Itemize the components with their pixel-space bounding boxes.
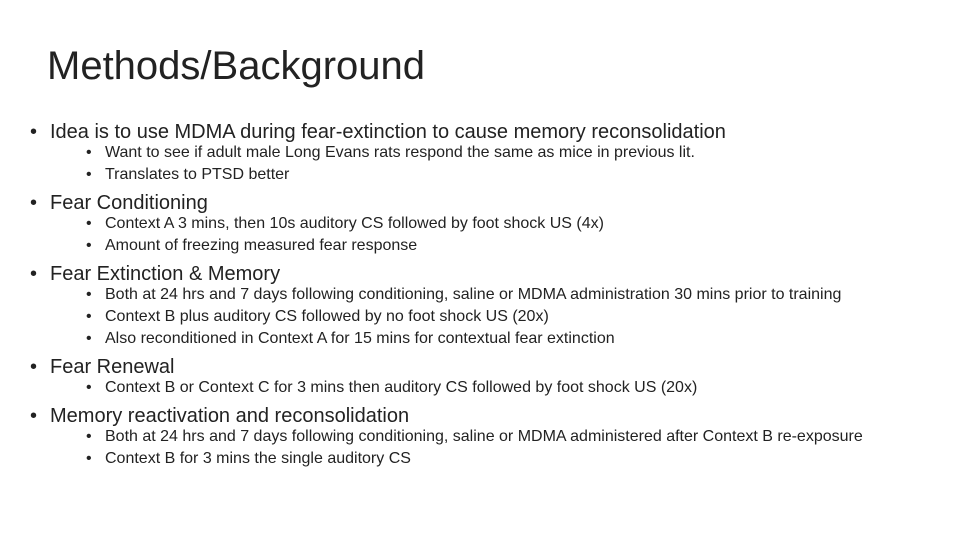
- bullet-item: [30, 355, 910, 396]
- sub-bullet-text: Also reconditioned in Context A for 15 mins for contextual fear extinction: [105, 330, 615, 347]
- sub-bullet-item: [86, 428, 910, 445]
- sub-bullet-dot-icon: •: [86, 215, 92, 232]
- bullet-item: [30, 262, 910, 347]
- sub-bullet-dot-icon: •: [86, 308, 92, 325]
- bullet-text: Idea is to use MDMA during fear-extinction to cause memory reconsolidation: [50, 121, 726, 143]
- sub-bullet-text: Translates to PTSD better: [105, 166, 290, 183]
- bullet-dot-icon: •: [30, 263, 38, 285]
- sub-bullet-dot-icon: •: [86, 166, 92, 183]
- sub-bullet-list: [50, 286, 910, 347]
- sub-bullet-dot-icon: •: [86, 237, 92, 254]
- bullet-item: [30, 191, 910, 254]
- slide-title: Methods/Background: [47, 44, 426, 88]
- sub-bullet-item: [86, 166, 910, 183]
- sub-bullet-text: Context A 3 mins, then 10s auditory CS followed by foot shock US (4x): [105, 215, 604, 232]
- sub-bullet-text: Want to see if adult male Long Evans rats respond the same as mice in previous lit.: [105, 144, 695, 161]
- slide-content: [30, 120, 910, 475]
- sub-bullet-item: [86, 237, 910, 254]
- sub-bullet-item: [86, 144, 910, 161]
- sub-bullet-dot-icon: •: [86, 379, 92, 396]
- sub-bullet-item: [86, 379, 910, 396]
- bullet-text: Memory reactivation and reconsolidation: [50, 405, 410, 427]
- sub-bullet-item: [86, 308, 910, 325]
- sub-bullet-dot-icon: •: [86, 286, 92, 303]
- sub-bullet-dot-icon: •: [86, 428, 92, 445]
- sub-bullet-dot-icon: •: [86, 144, 92, 161]
- sub-bullet-text: Context B plus auditory CS followed by no foot shock US (20x): [105, 308, 549, 325]
- sub-bullet-text: Both at 24 hrs and 7 days following conditioning, saline or MDMA administration 30 mins prior to training: [105, 286, 842, 303]
- sub-bullet-text: Amount of freezing measured fear response: [105, 237, 418, 254]
- sub-bullet-item: [86, 286, 910, 303]
- bullet-text: Fear Conditioning: [50, 192, 208, 214]
- bullet-text: Fear Extinction & Memory: [50, 263, 281, 285]
- bullet-item: [30, 404, 910, 467]
- sub-bullet-list: [50, 215, 910, 254]
- bullet-dot-icon: •: [30, 192, 38, 214]
- bullet-dot-icon: •: [30, 405, 38, 427]
- sub-bullet-dot-icon: •: [86, 450, 92, 467]
- sub-bullet-text: Both at 24 hrs and 7 days following conditioning, saline or MDMA administered after Context B re-exposure: [105, 428, 863, 445]
- bullet-dot-icon: •: [30, 356, 38, 378]
- sub-bullet-item: [86, 215, 910, 232]
- sub-bullet-text: Context B for 3 mins the single auditory CS: [105, 450, 411, 467]
- bullet-text: Fear Renewal: [50, 356, 175, 378]
- sub-bullet-item: [86, 330, 910, 347]
- bullet-list: [30, 120, 910, 467]
- bullet-item: [30, 120, 910, 183]
- sub-bullet-item: [86, 450, 910, 467]
- sub-bullet-list: [50, 428, 910, 467]
- sub-bullet-dot-icon: •: [86, 330, 92, 347]
- bullet-dot-icon: •: [30, 121, 38, 143]
- sub-bullet-list: [50, 144, 910, 183]
- sub-bullet-text: Context B or Context C for 3 mins then auditory CS followed by foot shock US (20x): [105, 379, 698, 396]
- sub-bullet-list: [50, 379, 910, 396]
